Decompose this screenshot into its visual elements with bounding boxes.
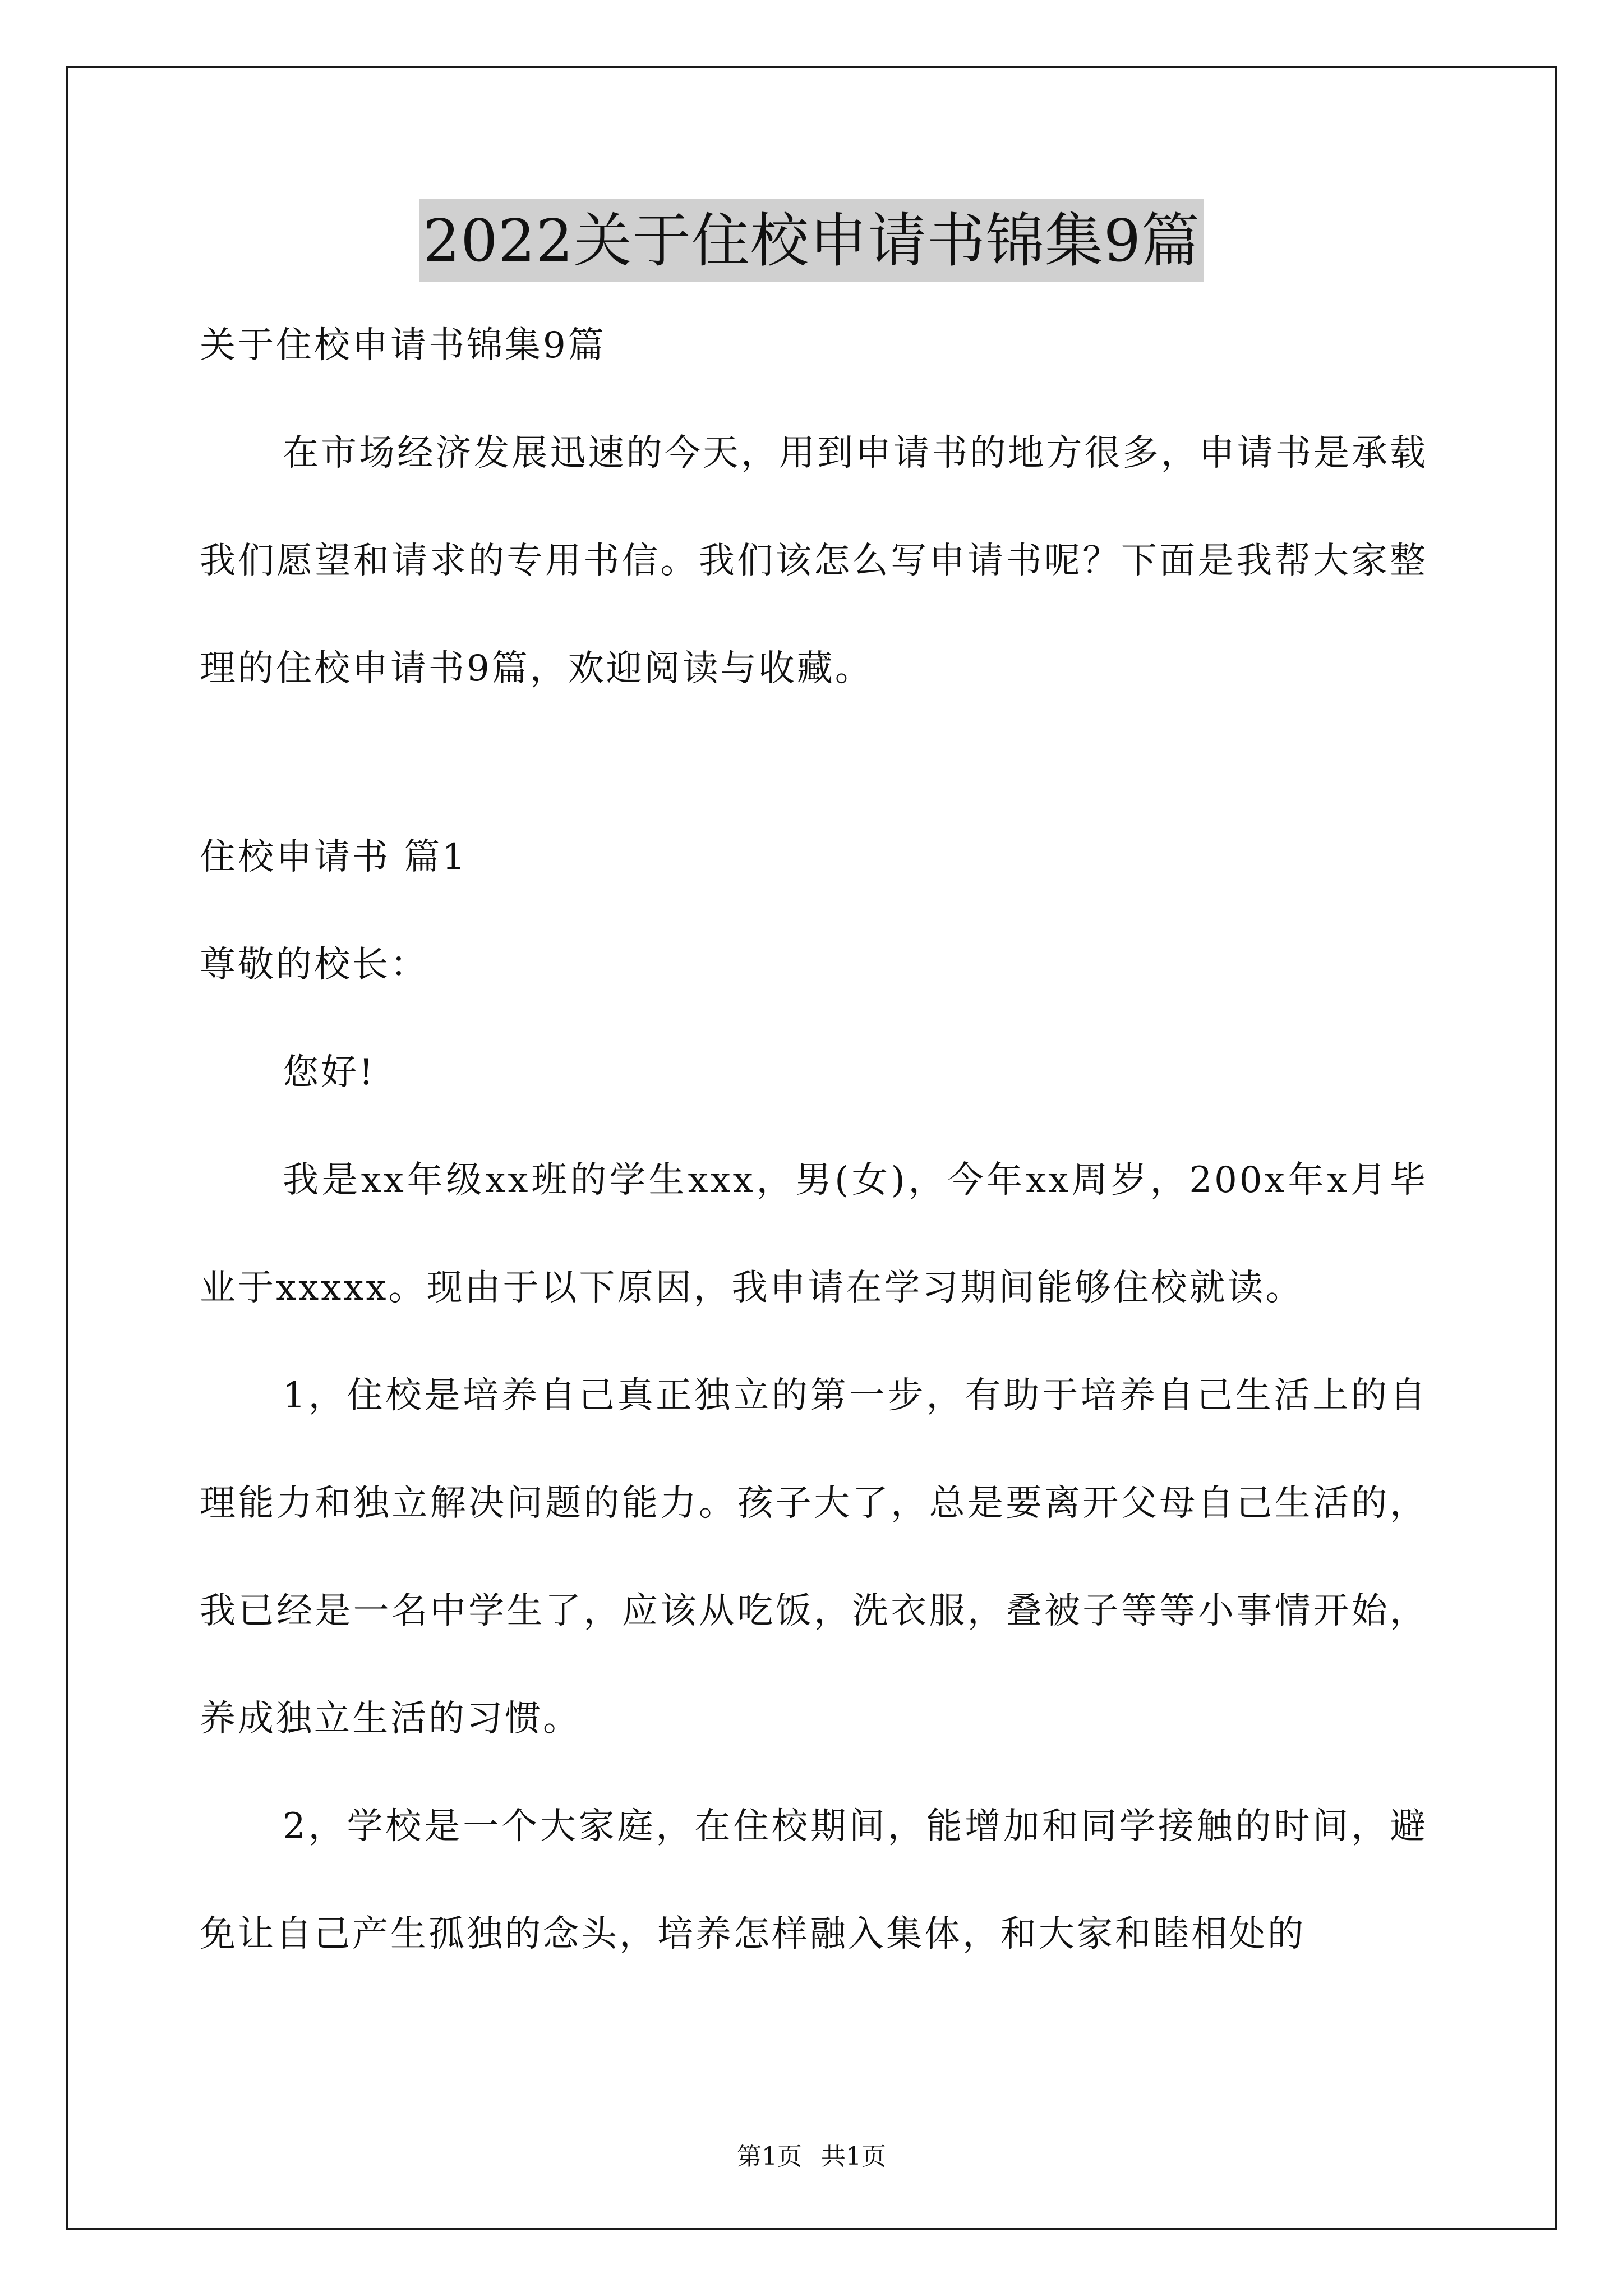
page-footer [0,2136,1623,2172]
greeting: 您好! [283,1052,376,1093]
body-paragraph: 我是xx年级xx班的学生xxx，男(女)，今年xx周岁，200x年x月毕业于xxxxx。现由于以下原因，我申请在学习期间能够住校就读。 [200,1159,1428,1309]
title-container [0,199,1623,282]
document-subtitle: 关于住校申请书锦集9篇 [200,325,606,366]
document-body [200,292,1428,1988]
body-paragraph: 1，住校是培养自己真正独立的第一步，有助于培养自己生活上的自理能力和独立解决问题的能力。孩子大了，总是要离开父母自己生活的，我已经是一名中学生了，应该从吃饭，洗衣服，叠被子等等小事情开始，养成独立生活的习惯。 [200,1375,1428,1740]
document-title: 2022关于住校申请书锦集9篇 [419,199,1204,282]
intro-paragraph: 在市场经济发展迅速的今天，用到申请书的地方很多，申请书是承载我们愿望和请求的专用书信。我们该怎么写申请书呢？下面是我帮大家整理的住校申请书9篇，欢迎阅读与收藏。 [200,432,1428,689]
page-number-total: 共1页 [821,2142,886,2171]
page-number-current: 第1页 [737,2142,802,2171]
section-heading: 住校申请书 篇1 [200,836,468,878]
salutation: 尊敬的校长： [200,944,428,986]
body-paragraph: 2，学校是一个大家庭，在住校期间，能增加和同学接触的时间，避免让自己产生孤独的念头，培养怎样融入集体，和大家和睦相处的 [200,1806,1428,1955]
section-gap [200,723,1428,803]
